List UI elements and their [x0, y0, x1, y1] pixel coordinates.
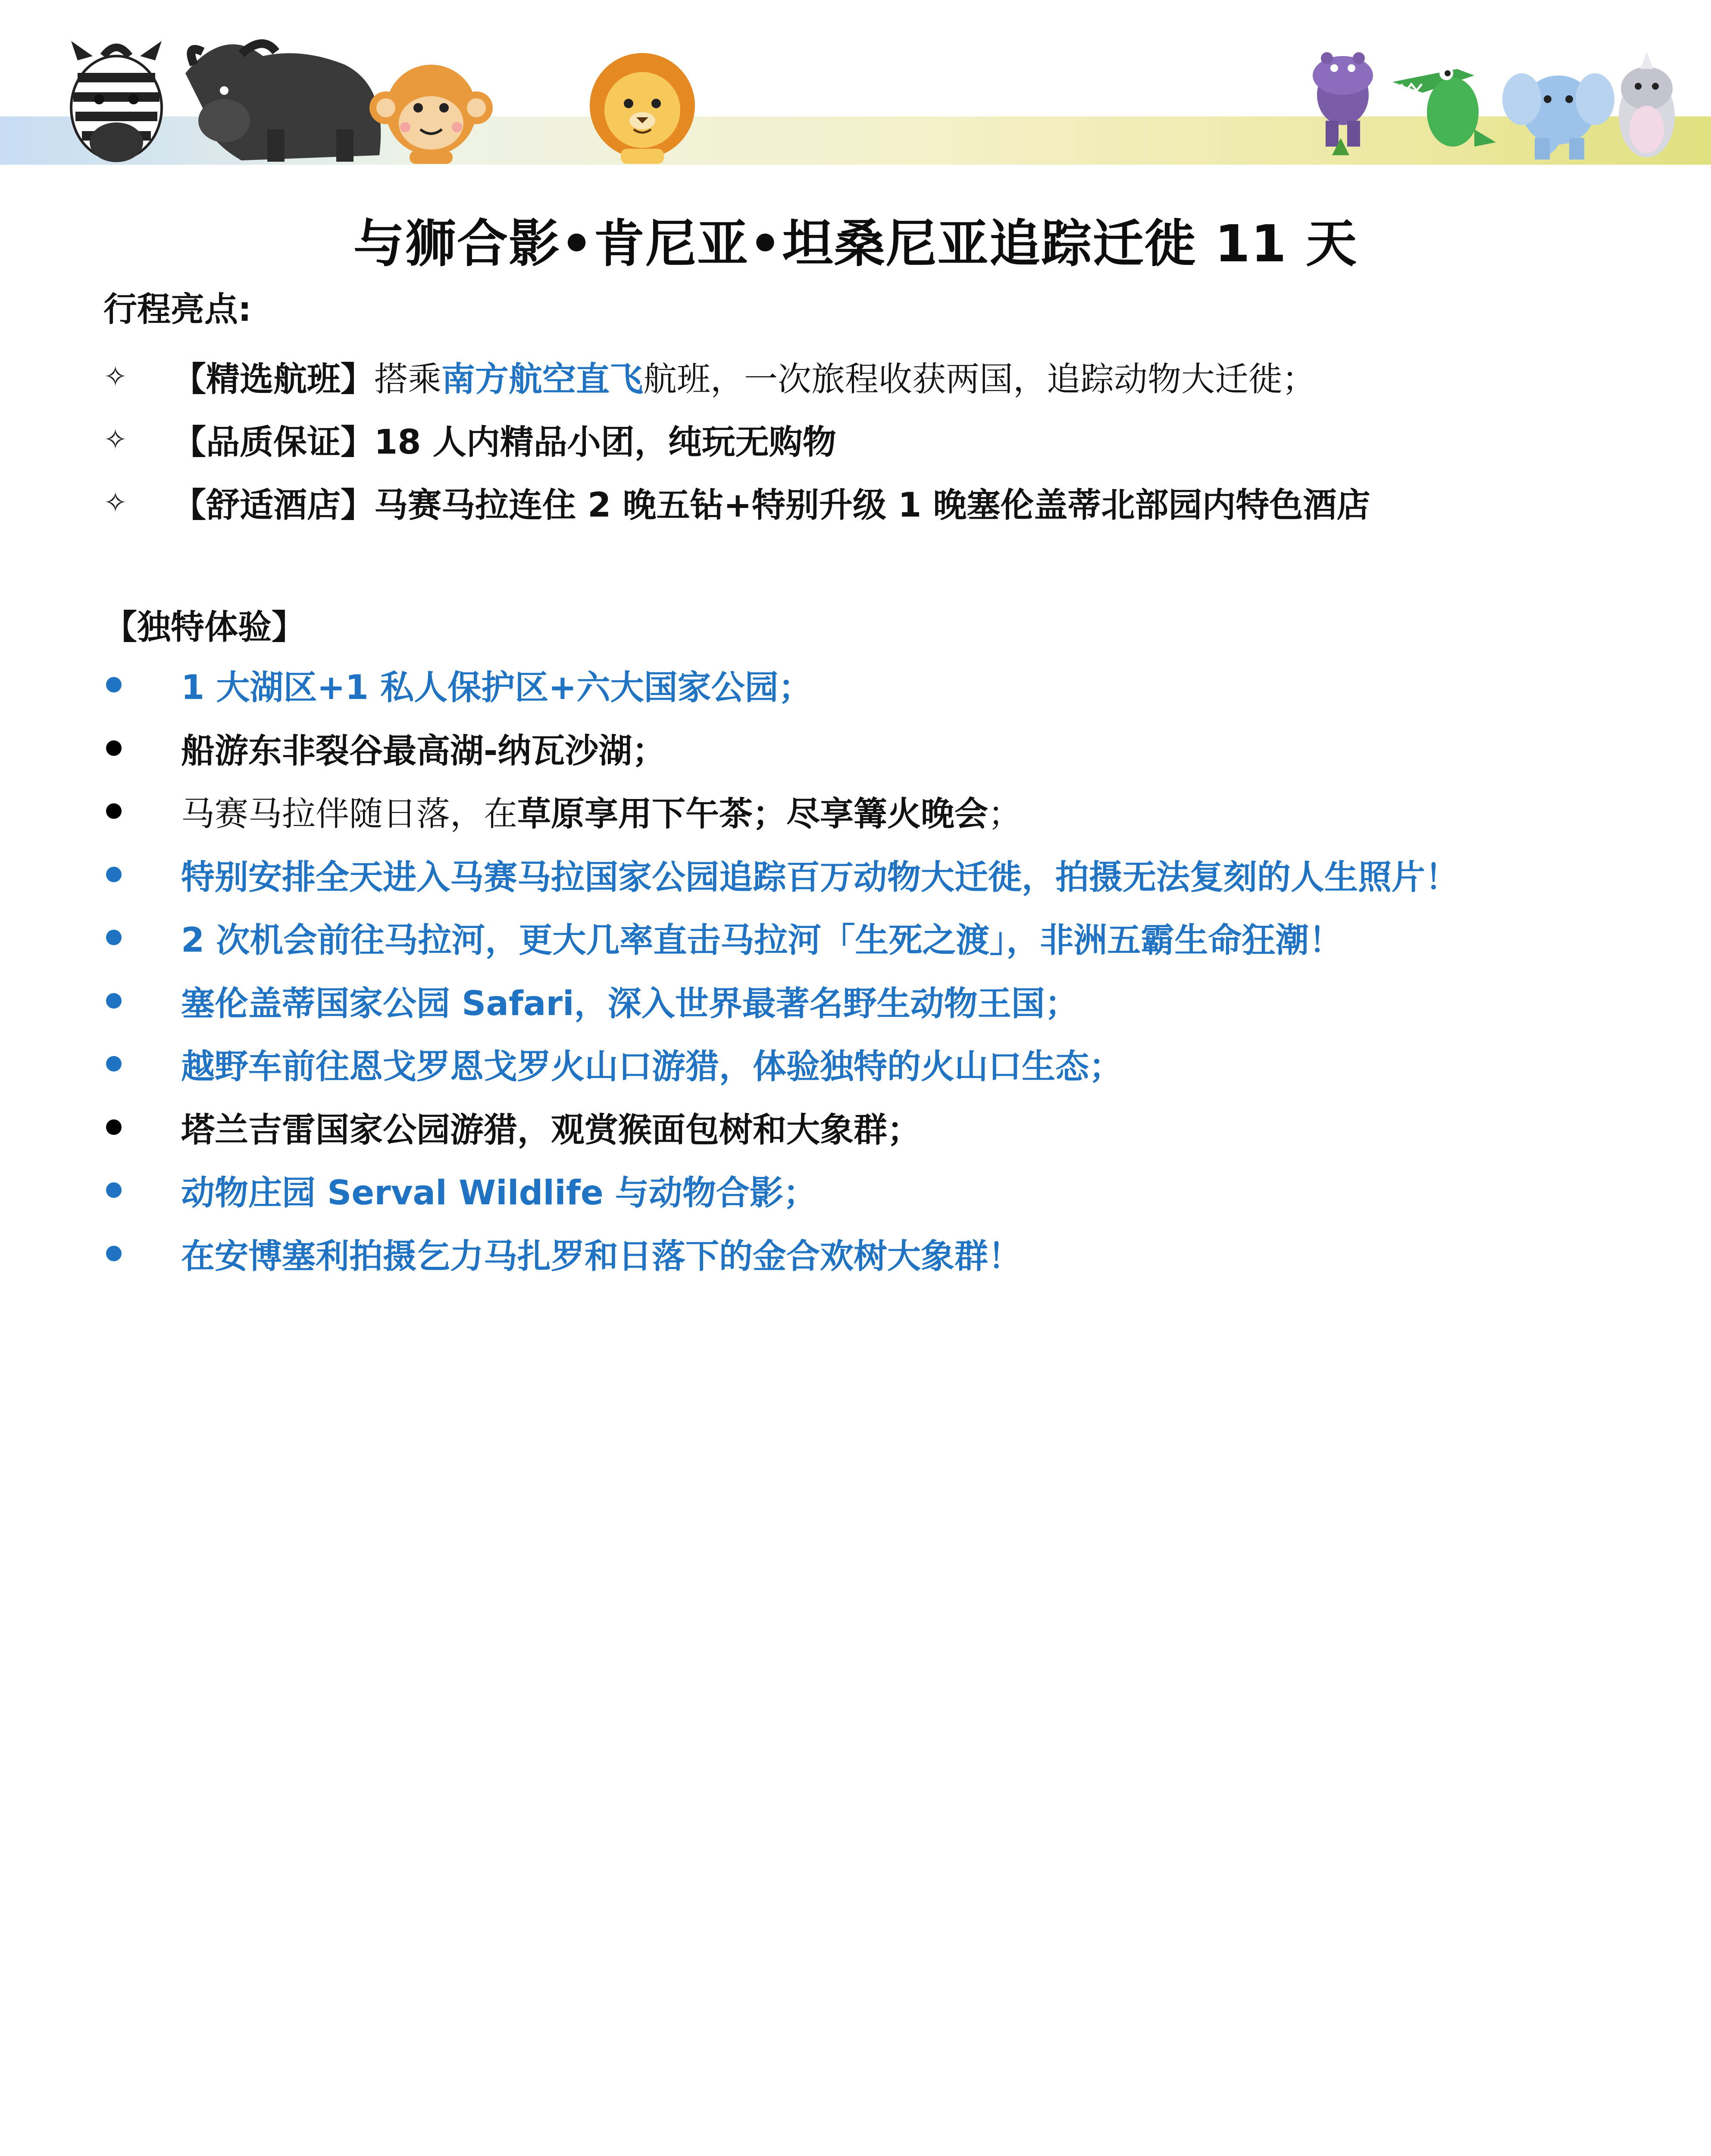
star-bullet-icon: ✧: [103, 360, 128, 393]
savanna-landscape-image: [0, 2139, 1711, 2156]
dot-bullet-icon: [106, 1119, 122, 1135]
experience-text: 特别安排全天进入马赛马拉国家公园追踪百万动物大迁徙，拍摄无法复刻的人生照片！: [181, 858, 1459, 897]
experience-text: 1 大湖区+1 私人保护区+六大国家公园；: [181, 668, 812, 708]
header-banner: [0, 0, 1711, 168]
experience-heading: 【独特体验】: [103, 608, 306, 647]
highlight-item-quality: [103, 408, 1655, 471]
highlight-text-airline: 南方航空直飞: [441, 360, 644, 399]
list-item: [103, 1032, 1655, 1096]
experience-list: [103, 653, 1655, 1285]
monkey-icon: [369, 65, 493, 164]
banner-animals: [0, 0, 1711, 168]
dot-bullet-icon: [106, 740, 122, 756]
dot-bullet-icon: [106, 1182, 122, 1198]
lion-icon: [590, 53, 695, 164]
experience-text: 动物庄园 Serval Wildlife 与动物合影；: [181, 1174, 817, 1213]
highlight-tag: 【舒适酒店】: [172, 486, 375, 525]
experience-text-post: ；: [988, 795, 1022, 834]
highlights-label: 行程亮点:: [103, 290, 252, 329]
highlight-text: 18 人内精品小团，纯玩无购物: [374, 423, 836, 462]
dot-bullet-icon: [106, 930, 122, 945]
experience-text: 2 次机会前往马拉河，更大几率直击马拉河「生死之渡」，非洲五霸生命狂潮！: [181, 921, 1343, 960]
highlights-list: [103, 345, 1655, 534]
list-item: [103, 717, 1655, 780]
experience-text: 塔兰吉雷国家公园游猎，观赏猴面包树和大象群；: [181, 1110, 921, 1150]
dot-bullet-icon: [106, 803, 122, 819]
list-item: [103, 653, 1655, 717]
experience-text-bold: 草原享用下午茶；尽享篝火晚会: [517, 795, 988, 834]
zebra-icon: [71, 41, 162, 162]
list-item: [103, 843, 1655, 906]
experience-text: 船游东非裂谷最高湖-纳瓦沙湖；: [181, 731, 666, 771]
dot-bullet-icon: [106, 1056, 122, 1072]
highlight-tag: 【品质保证】: [172, 423, 375, 462]
list-item: [103, 906, 1655, 969]
list-item: [103, 969, 1655, 1033]
page-title: 与狮合影•肯尼亚•坦桑尼亚追踪迁徙 11 天: [353, 214, 1358, 273]
highlight-text-post: 航班，一次旅程收获两国，追踪动物大迁徙；: [643, 360, 1316, 399]
experience-text-pre: 马赛马拉伴随日落，在: [181, 795, 518, 834]
highlight-tag: 【精选航班】: [172, 360, 375, 399]
elephant-icon: [1502, 73, 1614, 160]
star-bullet-icon: ✧: [103, 423, 128, 456]
dot-bullet-icon: [106, 677, 122, 693]
dot-bullet-icon: [106, 993, 122, 1009]
highlight-item-hotel: [103, 471, 1655, 534]
list-item: [103, 1096, 1655, 1159]
experience-text: 塞伦盖蒂国家公园 Safari，深入世界最著名野生动物王国；: [181, 984, 1079, 1023]
hippo-icon: [1313, 52, 1373, 155]
experience-text: 在安博塞利拍摄乞力马扎罗和日落下的金合欢树大象群！: [181, 1237, 1022, 1276]
highlight-item-flight: [103, 345, 1655, 408]
rhino-icon: [1619, 52, 1675, 157]
list-item: [103, 1159, 1655, 1222]
buffalo-icon: [185, 44, 381, 162]
star-bullet-icon: ✧: [103, 486, 128, 519]
highlight-text-pre: 搭乘: [374, 360, 442, 399]
experience-text: 越野车前往恩戈罗恩戈罗火山口游猎，体验独特的火山口生态；: [181, 1047, 1123, 1087]
highlight-text: 马赛马拉连住 2 晚五钻+特别升级 1 晚塞伦盖蒂北部园内特色酒店: [374, 486, 1370, 525]
list-item: [103, 1222, 1655, 1285]
list-item: [103, 780, 1655, 843]
crocodile-icon: [1392, 66, 1496, 147]
dot-bullet-icon: [106, 1246, 122, 1261]
dot-bullet-icon: [106, 867, 122, 882]
